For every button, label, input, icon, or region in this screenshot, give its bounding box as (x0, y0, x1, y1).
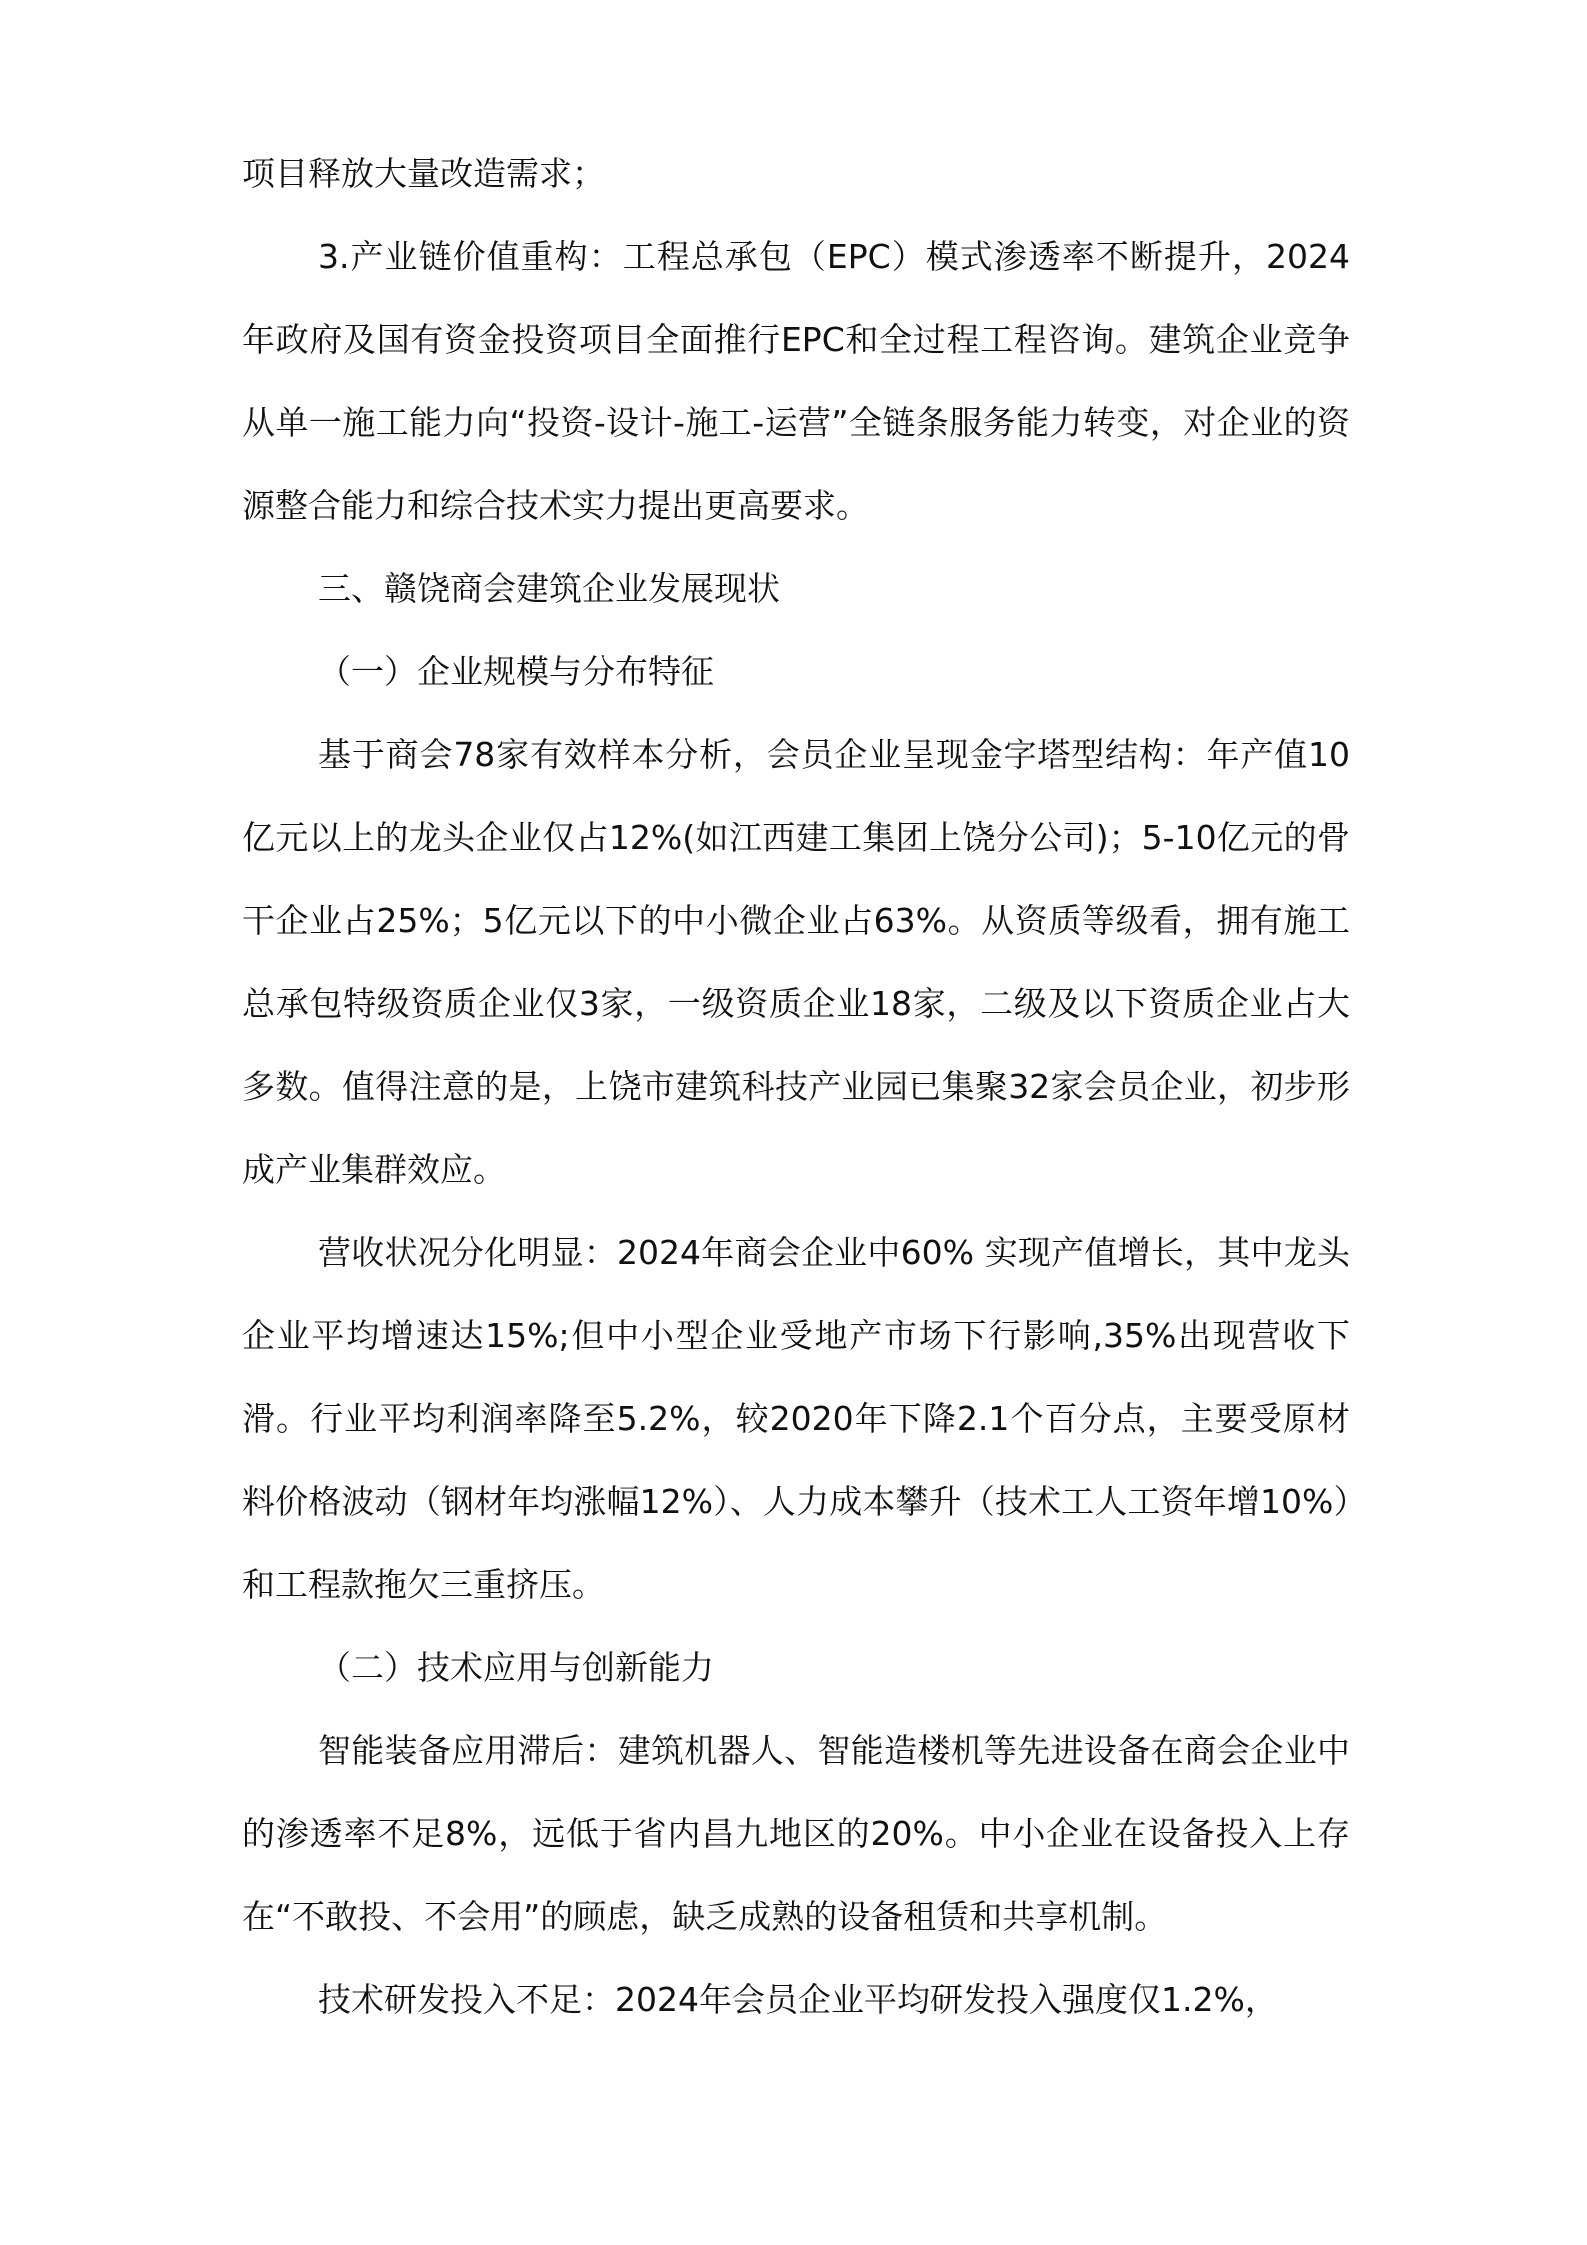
subsection-heading-scale: （一）企业规模与分布特征 (318, 652, 714, 691)
paragraph-industry-chain: 3.产业链价值重构：工程总承包（EPC）模式渗透率不断提升，2024年政府及国有资金投资项目全面推行EPC和全过程工程咨询。建筑企业竞争从单一施工能力向“投资-设计-施工-运营”全链条服务能力转变，对企业的资源整合能力和综合技术实力提出更高要求。 (242, 237, 1350, 525)
paragraph-rd-investment: 技术研发投入不足：2024年会员企业平均研发投入强度仅1.2%， (318, 1980, 1278, 2019)
paragraph-scale: 基于商会78家有效样本分析，会员企业呈现金字塔型结构：年产值10亿元以上的龙头企业仅占12%(如江西建工集团上饶分公司)；5-10亿元的骨干企业占25%；5亿元以下的中小微企业占63%。从资质等级看，拥有施工总承包特级资质企业仅3家，一级资质企业18家，二级及以下资质企业占大多数。值得注意的是，上饶市建筑科技产业园已集聚32家会员企业，初步形成产业集群效应。 (242, 735, 1350, 1189)
paragraph-smart-equipment: 智能装备应用滞后：建筑机器人、智能造楼机等先进设备在商会企业中的渗透率不足8%，远低于省内昌九地区的20%。中小企业在设备投入上存在“不敢投、不会用”的顾虑，缺乏成熟的设备租赁和共享机制。 (242, 1731, 1350, 1936)
subsection-heading-technology: （二）技术应用与创新能力 (318, 1648, 714, 1687)
section-heading: 三、赣饶商会建筑企业发展现状 (318, 569, 780, 608)
document-body (242, 132, 1350, 2041)
paragraph-continued: 项目释放大量改造需求； (242, 154, 605, 193)
paragraph-revenue: 营收状况分化明显：2024年商会企业中60% 实现产值增长，其中龙头企业平均增速达15%;但中小型企业受地产市场下行影响,35%出现营收下滑。行业平均利润率降至5.2%，较2020年下降2.1个百分点，主要受原材料价格波动（钢材年均涨幅12%）、人力成本攀升（技术工人工资年增10%）和工程款拖欠三重挤压。 (242, 1233, 1350, 1604)
